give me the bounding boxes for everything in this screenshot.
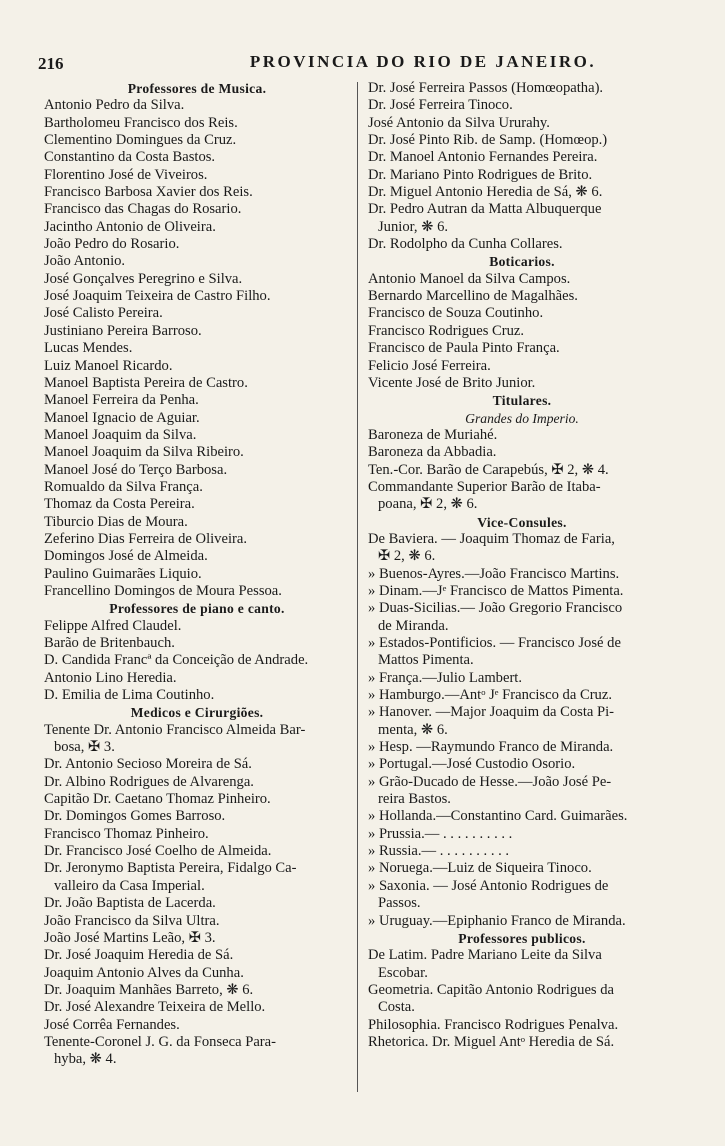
list-item: Bernardo Marcellino de Magalhães. bbox=[368, 288, 578, 305]
list-item: » Portugal.—José Custodio Osorio. bbox=[368, 756, 576, 773]
list-item: José Joaquim Teixeira de Castro Filho. bbox=[44, 288, 271, 305]
list-item: » Hanover. —Major Joaquim da Costa Pi- bbox=[368, 704, 615, 721]
list-item: Barão de Britenbauch. bbox=[44, 635, 175, 651]
list-item: bosa, ✠ 3. bbox=[54, 739, 115, 756]
list-item: hyba, ❋ 4. bbox=[54, 1051, 117, 1068]
list-item: Dr. Jeronymo Baptista Pereira, Fidalgo Ca- bbox=[44, 860, 297, 877]
list-item: Dr. Francisco José Coelho de Almeida. bbox=[44, 843, 272, 860]
list-item: Vicente José de Brito Junior. bbox=[368, 374, 536, 391]
list-item: Felippe Alfred Claudel. bbox=[44, 617, 182, 634]
list-item: João Francisco da Silva Ultra. bbox=[44, 912, 220, 929]
column-divider bbox=[357, 82, 358, 1092]
list-item: Francisco Thomaz Pinheiro. bbox=[44, 825, 209, 842]
list-item: Francisco Barbosa Xavier dos Reis. bbox=[44, 184, 253, 201]
list-item: Clementino Domingues da Cruz. bbox=[44, 132, 237, 149]
list-item: Escobar. bbox=[378, 964, 428, 981]
list-item: Joaquim Antonio Alves da Cunha. bbox=[44, 964, 244, 981]
list-item: Dr. Antonio Secioso Moreira de Sá. bbox=[44, 756, 252, 773]
list-item: Dr. José Pinto Rib. de Samp. (Homœop.) bbox=[368, 132, 608, 149]
list-item: Francisco de Souza Coutinho. bbox=[368, 305, 544, 322]
list-item: » Prussia.— . . . . . . . . . . bbox=[368, 825, 513, 842]
list-item: José Corrêa Fernandes. bbox=[44, 1016, 180, 1033]
list-item: valleiro da Casa Imperial. bbox=[54, 877, 205, 894]
list-item: Commandante Superior Barão de Itaba- bbox=[368, 478, 601, 495]
list-item: Manoel Ignacio de Aguiar. bbox=[44, 409, 200, 426]
list-item: Francisco Rodrigues Cruz. bbox=[368, 322, 525, 339]
list-item: Dr. Joaquim Manhães Barreto, ❋ 6. bbox=[44, 981, 254, 998]
list-item: Dr. Pedro Autran da Matta Albuquerque bbox=[368, 201, 602, 218]
list-item: Baroneza de Muriahé. bbox=[368, 426, 498, 443]
section-heading: Professores de Musica. bbox=[127, 81, 267, 96]
list-item: Thomaz da Costa Pereira. bbox=[44, 496, 195, 513]
list-item: João Antonio. bbox=[44, 253, 126, 270]
list-item: Antonio Lino Heredia. bbox=[44, 669, 177, 686]
list-item: José Calisto Pereira. bbox=[44, 305, 163, 322]
list-item: Dr. Domingos Gomes Barroso. bbox=[44, 808, 226, 825]
list-item: » Hollanda.—Constantino Card. Guimarães. bbox=[368, 808, 628, 825]
list-item: Tenente-Coronel J. G. da Fonseca Para- bbox=[44, 1033, 276, 1050]
list-item: Francisco das Chagas do Rosario. bbox=[44, 201, 242, 218]
list-item: Mattos Pimenta. bbox=[378, 652, 474, 669]
list-item: Tiburcio Dias de Moura. bbox=[44, 513, 188, 530]
list-item: Costa. bbox=[378, 999, 415, 1016]
section-heading: Boticarios. bbox=[489, 254, 555, 270]
list-item: De Baviera. — Joaquim Thomaz de Faria, bbox=[368, 530, 615, 547]
list-item: Francisco de Paula Pinto França. bbox=[368, 340, 560, 357]
list-item: Dr. Rodolpho da Cunha Collares. bbox=[368, 236, 563, 253]
list-item: Dr. José Joaquim Heredia de Sá. bbox=[44, 947, 234, 964]
list-item: Francellino Domingos de Moura Pessoa. bbox=[44, 582, 282, 599]
list-item: De Latim. Padre Mariano Leite da Silva bbox=[368, 947, 602, 964]
list-item: João José Martins Leão, ✠ 3. bbox=[44, 929, 216, 946]
list-item: Capitão Dr. Caetano Thomaz Pinheiro. bbox=[44, 791, 271, 808]
list-item: Antonio Pedro da Silva. bbox=[44, 97, 185, 114]
list-item: menta, ❋ 6. bbox=[378, 721, 448, 738]
list-item: » Estados-Pontificios. — Francisco José de bbox=[368, 635, 621, 651]
list-item: » Saxonia. — José Antonio Rodrigues de bbox=[368, 877, 609, 894]
list-item: Manoel Joaquim da Silva. bbox=[44, 426, 197, 443]
section-heading: Medicos e Cirurgiões. bbox=[130, 705, 264, 721]
section-subheading: Grandes do Imperio. bbox=[465, 410, 579, 426]
list-item: Dr. Albino Rodrigues de Alvarenga. bbox=[44, 773, 254, 790]
list-item: Dr. Manoel Antonio Fernandes Pereira. bbox=[368, 149, 598, 166]
list-item: » Grão-Ducado de Hesse.—João José Pe- bbox=[368, 773, 612, 790]
section-heading: Titulares. bbox=[492, 393, 552, 409]
list-item: Dr. José Alexandre Teixeira de Mello. bbox=[44, 999, 266, 1016]
list-item: Junior, ❋ 6. bbox=[378, 218, 449, 235]
section-heading: Vice-Consules. bbox=[477, 514, 567, 530]
list-item: » Hesp. —Raymundo Franco de Miranda. bbox=[368, 739, 614, 756]
list-item: Manoel Baptista Pereira de Castro. bbox=[44, 374, 248, 391]
list-item: Manoel José do Terço Barbosa. bbox=[44, 461, 228, 478]
list-item: » França.—Julio Lambert. bbox=[368, 669, 523, 686]
list-item: Romualdo da Silva França. bbox=[44, 478, 203, 495]
list-item: Geometria. Capitão Antonio Rodrigues da bbox=[368, 981, 615, 998]
list-item: Lucas Mendes. bbox=[44, 340, 133, 357]
list-item: D. Emilia de Lima Coutinho. bbox=[44, 687, 215, 704]
list-item: Baroneza da Abbadia. bbox=[368, 444, 497, 461]
list-item: » Noruega.—Luiz de Siqueira Tinoco. bbox=[368, 860, 592, 877]
list-item: Tenente Dr. Antonio Francisco Almeida Bar- bbox=[44, 721, 306, 738]
list-item: Luiz Manoel Ricardo. bbox=[44, 357, 173, 374]
list-item: Domingos José de Almeida. bbox=[44, 548, 208, 565]
list-item: Dr. José Ferreira Passos (Homœopatha). bbox=[368, 80, 604, 96]
section-heading: Professores publicos. bbox=[458, 930, 586, 946]
list-item: Bartholomeu Francisco dos Reis. bbox=[44, 114, 238, 131]
list-item: » Russia.— . . . . . . . . . . bbox=[368, 843, 510, 860]
list-item: Ten.-Cor. Barão de Carapebús, ✠ 2, ❋ 4. bbox=[368, 461, 609, 478]
list-item: João Pedro do Rosario. bbox=[44, 236, 180, 253]
list-item: Dr. Miguel Antonio Heredia de Sá, ❋ 6. bbox=[368, 184, 603, 201]
page-title: PROVINCIA DO RIO DE JANEIRO. bbox=[249, 52, 597, 71]
list-item: Rhetorica. Dr. Miguel Antᵒ Heredia de Sá. bbox=[368, 1033, 615, 1050]
right-column bbox=[362, 80, 682, 1051]
list-item: » Duas-Sicilias.— João Gregorio Francisco bbox=[368, 600, 623, 617]
list-item: Felicio José Ferreira. bbox=[368, 357, 491, 374]
list-item: Paulino Guimarães Liquio. bbox=[44, 565, 202, 582]
list-item: » Uruguay.—Epiphanio Franco de Miranda. bbox=[368, 912, 626, 929]
list-item: Justiniano Pereira Barroso. bbox=[44, 322, 202, 339]
list-item: Manoel Joaquim da Silva Ribeiro. bbox=[44, 444, 244, 461]
list-item: Zeferino Dias Ferreira de Oliveira. bbox=[44, 530, 248, 547]
list-item: Manoel Ferreira da Penha. bbox=[44, 392, 199, 409]
list-item: Passos. bbox=[378, 895, 421, 912]
list-item: José Gonçalves Peregrino e Silva. bbox=[44, 270, 243, 287]
left-column bbox=[38, 80, 356, 1069]
page-header bbox=[38, 50, 678, 74]
list-item: de Miranda. bbox=[378, 617, 449, 634]
list-item: » Hamburgo.—Antᵒ Jᵉ Francisco da Cruz. bbox=[368, 687, 612, 704]
list-item: Dr. José Ferreira Tinoco. bbox=[368, 97, 513, 114]
list-item: Constantino da Costa Bastos. bbox=[44, 149, 216, 166]
page-number: 216 bbox=[38, 54, 64, 73]
list-item: ✠ 2, ❋ 6. bbox=[378, 548, 436, 565]
section-heading: Professores de piano e canto. bbox=[109, 601, 285, 617]
list-item: » Dinam.—Jᵉ Francisco de Mattos Pimenta. bbox=[368, 582, 624, 599]
list-item: Florentino José de Viveiros. bbox=[44, 166, 208, 183]
list-item: Jacintho Antonio de Oliveira. bbox=[44, 218, 216, 235]
list-item: Dr. Mariano Pinto Rodrigues de Brito. bbox=[368, 166, 593, 183]
list-item: reira Bastos. bbox=[378, 791, 451, 808]
list-item: poana, ✠ 2, ❋ 6. bbox=[378, 496, 478, 513]
list-item: Antonio Manoel da Silva Campos. bbox=[368, 270, 571, 287]
list-item: D. Candida Francª da Conceição de Andrade. bbox=[44, 652, 309, 669]
list-item: Philosophia. Francisco Rodrigues Penalva. bbox=[368, 1016, 619, 1033]
list-item: » Buenos-Ayres.—João Francisco Martins. bbox=[368, 565, 620, 582]
list-item: Dr. João Baptista de Lacerda. bbox=[44, 895, 216, 912]
list-item: José Antonio da Silva Ururahy. bbox=[368, 114, 550, 131]
